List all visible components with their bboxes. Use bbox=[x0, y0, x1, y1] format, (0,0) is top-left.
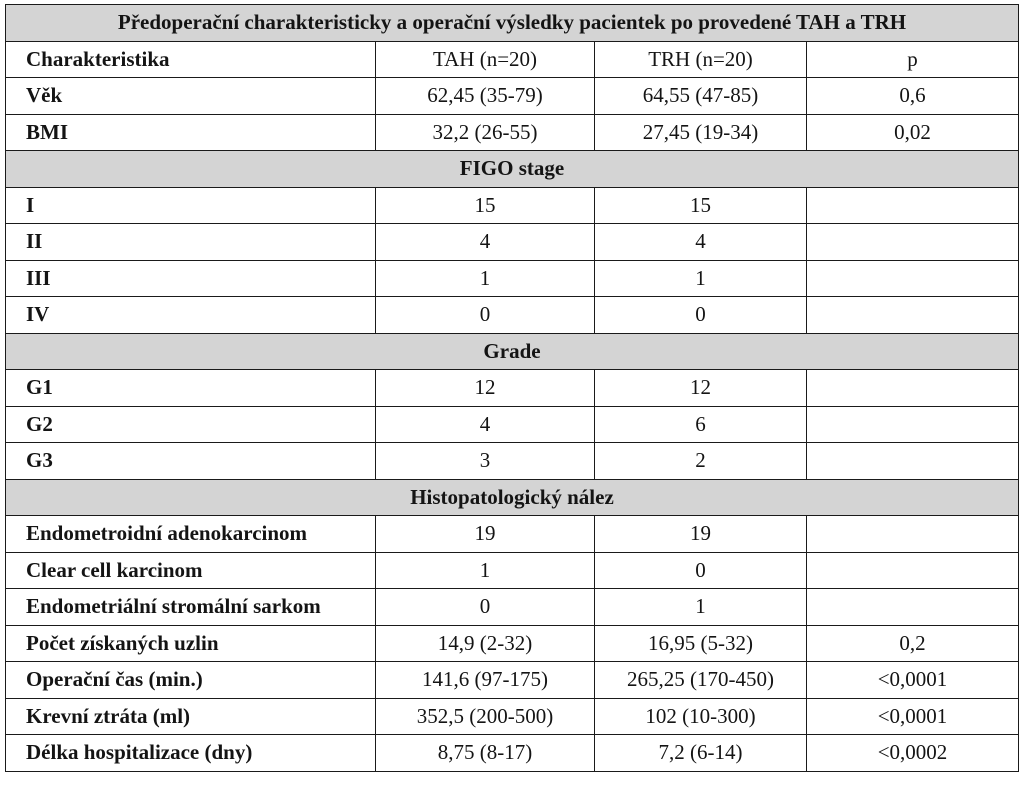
cell-trh: 102 (10-300) bbox=[595, 698, 807, 735]
cell-label: III bbox=[6, 260, 376, 297]
cell-tah: 1 bbox=[376, 552, 595, 589]
table-row bbox=[6, 516, 1019, 553]
cell-tah: 352,5 (200-500) bbox=[376, 698, 595, 735]
cell-tah: 0 bbox=[376, 297, 595, 334]
table-row bbox=[6, 662, 1019, 699]
cell-label: Počet získaných uzlin bbox=[6, 625, 376, 662]
cell-p: 0,02 bbox=[807, 114, 1019, 151]
cell-label: Operační čas (min.) bbox=[6, 662, 376, 699]
cell-tah: 14,9 (2-32) bbox=[376, 625, 595, 662]
cell-label: G3 bbox=[6, 443, 376, 480]
table-row bbox=[6, 260, 1019, 297]
cell-trh: 1 bbox=[595, 260, 807, 297]
cell-label: I bbox=[6, 187, 376, 224]
table-row bbox=[6, 552, 1019, 589]
cell-tah: 1 bbox=[376, 260, 595, 297]
cell-trh: 64,55 (47-85) bbox=[595, 78, 807, 115]
cell-tah: 4 bbox=[376, 224, 595, 261]
column-header-row bbox=[6, 41, 1019, 78]
cell-label: G2 bbox=[6, 406, 376, 443]
cell-trh: 4 bbox=[595, 224, 807, 261]
table-row bbox=[6, 735, 1019, 772]
column-header-trh: TRH (n=20) bbox=[595, 41, 807, 78]
cell-p bbox=[807, 187, 1019, 224]
cell-trh: 15 bbox=[595, 187, 807, 224]
cell-tah: 19 bbox=[376, 516, 595, 553]
cell-p bbox=[807, 443, 1019, 480]
cell-trh: 0 bbox=[595, 552, 807, 589]
table-row bbox=[6, 406, 1019, 443]
table-body bbox=[6, 5, 1019, 772]
cell-p bbox=[807, 224, 1019, 261]
cell-p bbox=[807, 260, 1019, 297]
cell-label: Endometroidní adenokarcinom bbox=[6, 516, 376, 553]
table-row bbox=[6, 114, 1019, 151]
cell-trh: 19 bbox=[595, 516, 807, 553]
results-table bbox=[5, 4, 1019, 772]
cell-tah: 62,45 (35-79) bbox=[376, 78, 595, 115]
section-header: FIGO stage bbox=[6, 151, 1019, 188]
cell-trh: 16,95 (5-32) bbox=[595, 625, 807, 662]
cell-label: G1 bbox=[6, 370, 376, 407]
cell-trh: 7,2 (6-14) bbox=[595, 735, 807, 772]
cell-p: <0,0001 bbox=[807, 662, 1019, 699]
cell-tah: 3 bbox=[376, 443, 595, 480]
table-row bbox=[6, 297, 1019, 334]
cell-tah: 12 bbox=[376, 370, 595, 407]
cell-tah: 15 bbox=[376, 187, 595, 224]
cell-tah: 32,2 (26-55) bbox=[376, 114, 595, 151]
cell-p: <0,0001 bbox=[807, 698, 1019, 735]
column-header-tah: TAH (n=20) bbox=[376, 41, 595, 78]
column-header-characteristic: Charakteristika bbox=[6, 41, 376, 78]
cell-label: Clear cell karcinom bbox=[6, 552, 376, 589]
cell-trh: 6 bbox=[595, 406, 807, 443]
table-row bbox=[6, 78, 1019, 115]
table-row bbox=[6, 589, 1019, 626]
cell-p: 0,2 bbox=[807, 625, 1019, 662]
table-row bbox=[6, 698, 1019, 735]
cell-tah: 8,75 (8-17) bbox=[376, 735, 595, 772]
cell-tah: 0 bbox=[376, 589, 595, 626]
cell-trh: 27,45 (19-34) bbox=[595, 114, 807, 151]
table-row bbox=[6, 187, 1019, 224]
table-title: Předoperační charakteristicky a operační výsledky pacientek po provedené TAH a TRH bbox=[6, 5, 1019, 42]
table-row bbox=[6, 224, 1019, 261]
table-row bbox=[6, 625, 1019, 662]
cell-label: BMI bbox=[6, 114, 376, 151]
cell-label: II bbox=[6, 224, 376, 261]
section-header-row bbox=[6, 151, 1019, 188]
cell-p bbox=[807, 297, 1019, 334]
cell-label: Délka hospitalizace (dny) bbox=[6, 735, 376, 772]
cell-trh: 2 bbox=[595, 443, 807, 480]
cell-p: <0,0002 bbox=[807, 735, 1019, 772]
cell-trh: 12 bbox=[595, 370, 807, 407]
section-header-row bbox=[6, 479, 1019, 516]
section-header: Histopatologický nález bbox=[6, 479, 1019, 516]
cell-p bbox=[807, 516, 1019, 553]
column-header-p: p bbox=[807, 41, 1019, 78]
cell-label: Věk bbox=[6, 78, 376, 115]
cell-p: 0,6 bbox=[807, 78, 1019, 115]
cell-p bbox=[807, 552, 1019, 589]
cell-tah: 4 bbox=[376, 406, 595, 443]
cell-label: Endometriální stromální sarkom bbox=[6, 589, 376, 626]
table-row bbox=[6, 443, 1019, 480]
cell-p bbox=[807, 406, 1019, 443]
section-header-row bbox=[6, 333, 1019, 370]
results-table-container bbox=[5, 4, 1018, 772]
table-row bbox=[6, 370, 1019, 407]
cell-tah: 141,6 (97-175) bbox=[376, 662, 595, 699]
cell-trh: 0 bbox=[595, 297, 807, 334]
cell-trh: 1 bbox=[595, 589, 807, 626]
cell-trh: 265,25 (170-450) bbox=[595, 662, 807, 699]
cell-p bbox=[807, 589, 1019, 626]
cell-label: Krevní ztráta (ml) bbox=[6, 698, 376, 735]
cell-p bbox=[807, 370, 1019, 407]
table-title-row bbox=[6, 5, 1019, 42]
section-header: Grade bbox=[6, 333, 1019, 370]
cell-label: IV bbox=[6, 297, 376, 334]
